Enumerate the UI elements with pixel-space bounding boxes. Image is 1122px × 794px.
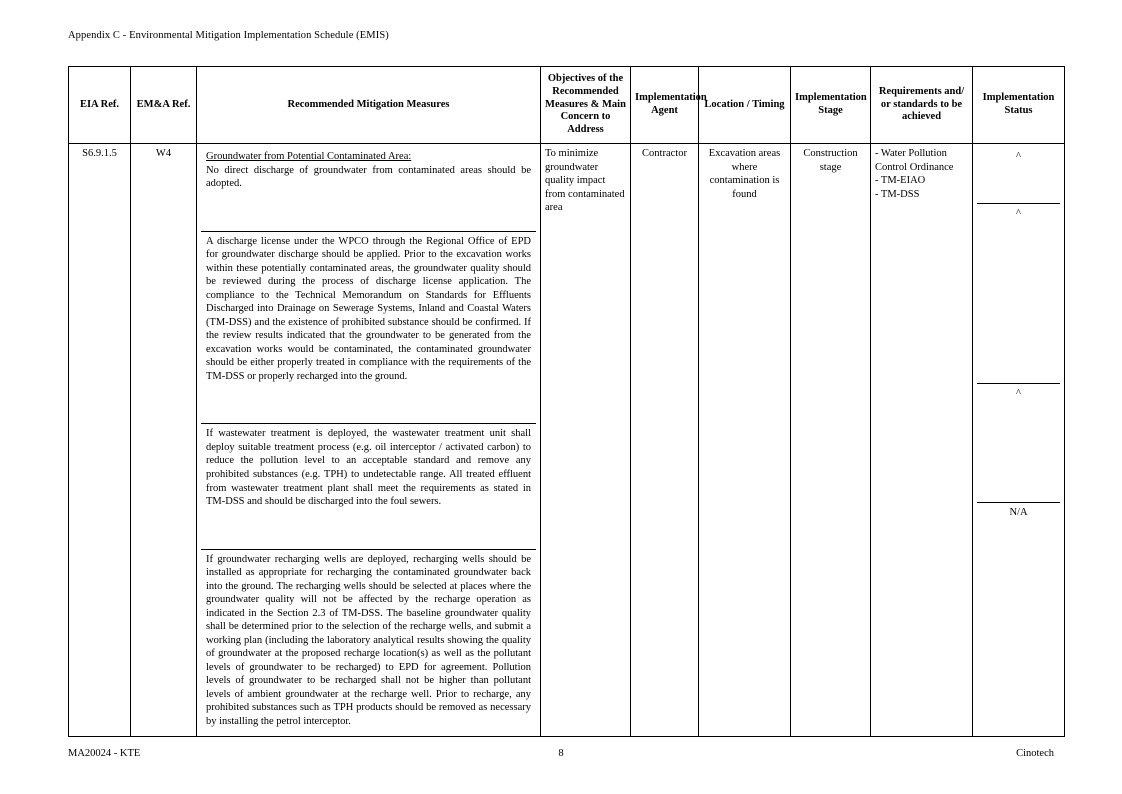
status-value: ^ bbox=[1016, 150, 1021, 162]
column-header-emna-ref: EM&A Ref. bbox=[131, 67, 197, 144]
requirement-item: - TM-DSS bbox=[875, 188, 920, 200]
measure-spacer bbox=[206, 509, 531, 545]
status-spacer bbox=[981, 164, 1056, 200]
emis-table bbox=[68, 66, 1065, 737]
status-value: ^ bbox=[1016, 388, 1021, 400]
cell-implementation-status bbox=[973, 143, 1065, 736]
measure-spacer bbox=[206, 383, 531, 419]
table-header-row bbox=[69, 67, 1065, 144]
status-value: ^ bbox=[1016, 207, 1021, 219]
column-header-implementation-stage: Implementation Stage bbox=[791, 67, 871, 144]
column-header-implementation-agent: Implementation Agent bbox=[631, 67, 699, 144]
column-header-objectives: Objectives of the Recommended Measures & Main Concern to Address bbox=[541, 67, 631, 144]
column-header-implementation-status: Implementation Status bbox=[973, 67, 1065, 144]
measure-item bbox=[201, 147, 536, 232]
footer-page-number: 8 bbox=[558, 748, 564, 759]
measure-spacer bbox=[206, 191, 531, 227]
status-badge bbox=[977, 503, 1060, 713]
measure-title: Groundwater from Potential Contaminated Area: bbox=[206, 150, 412, 162]
cell-implementation-agent: Contractor bbox=[631, 143, 699, 736]
status-badge bbox=[977, 147, 1060, 204]
status-spacer bbox=[981, 220, 1056, 380]
page-footer bbox=[68, 748, 1054, 759]
status-spacer bbox=[981, 519, 1056, 709]
measure-item bbox=[201, 550, 536, 733]
measure-text: A discharge license under the WPCO through the Regional Office of EPD for groundwater discharge should be applied. Prior to the excavation works within these potentially contaminated areas, the groundwater quality should be reviewed during the process of discharge license application. The compliance to the Technical Memorandum on Standards for Effluents Discharged into Drainage on Sewerage Systems, Inland and Coastal Waters (TM-DSS) and the existence of prohibited substance should be confirmed. If the review results indicated that the groundwater to be generated from the excavation works would be contaminated, the contaminated groundwater should be either properly treated in compliance with the requirements of the TM-DSS or properly recharged into the ground. bbox=[206, 235, 531, 382]
status-value: N/A bbox=[1009, 506, 1028, 518]
emis-table-container bbox=[68, 66, 1054, 737]
table-row bbox=[69, 143, 1065, 736]
requirement-item: - Water Pollution Control Ordinance bbox=[875, 147, 954, 173]
column-header-measures: Recommended Mitigation Measures bbox=[197, 67, 541, 144]
measure-item bbox=[201, 424, 536, 549]
cell-mitigation-measures bbox=[197, 143, 541, 736]
cell-requirements bbox=[871, 143, 973, 736]
cell-implementation-stage: Construction stage bbox=[791, 143, 871, 736]
measure-item bbox=[201, 232, 536, 425]
footer-left: MA20024 - KTE bbox=[68, 748, 141, 759]
status-badge bbox=[977, 384, 1060, 503]
measure-text: If groundwater recharging wells are deployed, recharging wells should be installed as appropriate for recharging the contaminated groundwater back into the ground. The recharging wells should be selected at places where the groundwater quality will not be affected by the recharge operation as indicated in the Section 2.3 of TM-DSS. The baseline groundwater quality shall be determined prior to the selection of the recharge wells, and submit a working plan (including the laboratory analytical results showing the quality of groundwater at the proposed recharge location(s) as well as the pollutant levels of groundwater to be recharged) to EPD for agreement. Pollution levels of groundwater to be recharged shall not be higher than pollutant levels of ambient groundwater at the recharge well. Prior to recharge, any prohibited substances such as TPH products should be removed as necessary by installing the petrol interceptor. bbox=[206, 553, 531, 727]
appendix-header: Appendix C - Environmental Mitigation Implementation Schedule (EMIS) bbox=[68, 30, 389, 41]
measure-text: If wastewater treatment is deployed, the wastewater treatment unit shall deploy suitable treatment process (e.g. oil interceptor / activated carbon) to reduce the pollution level to an acceptable standard and remove any prohibited substances (e.g. TPH) to undetectable range. All treated effluent from wastewater treatment plant shall meet the requirements as stated in TM-DSS and should be discharged into the foul sewers. bbox=[206, 428, 531, 508]
cell-eia-ref: S6.9.1.5 bbox=[69, 143, 131, 736]
cell-objectives: To minimize groundwater quality impact from contaminated area bbox=[541, 143, 631, 736]
measure-text: No direct discharge of groundwater from contaminated areas should be adopted. bbox=[206, 164, 531, 190]
status-spacer bbox=[981, 401, 1056, 499]
cell-location-timing: Excavation areas where contamination is found bbox=[699, 143, 791, 736]
requirement-item: - TM-EIAO bbox=[875, 175, 926, 187]
status-badge bbox=[977, 204, 1060, 385]
cell-emna-ref: W4 bbox=[131, 143, 197, 736]
column-header-location-timing: Location / Timing bbox=[699, 67, 791, 144]
footer-right: Cinotech bbox=[1016, 748, 1054, 759]
column-header-eia-ref: EIA Ref. bbox=[69, 67, 131, 144]
column-header-requirements: Requirements and/ or standards to be achieved bbox=[871, 67, 973, 144]
